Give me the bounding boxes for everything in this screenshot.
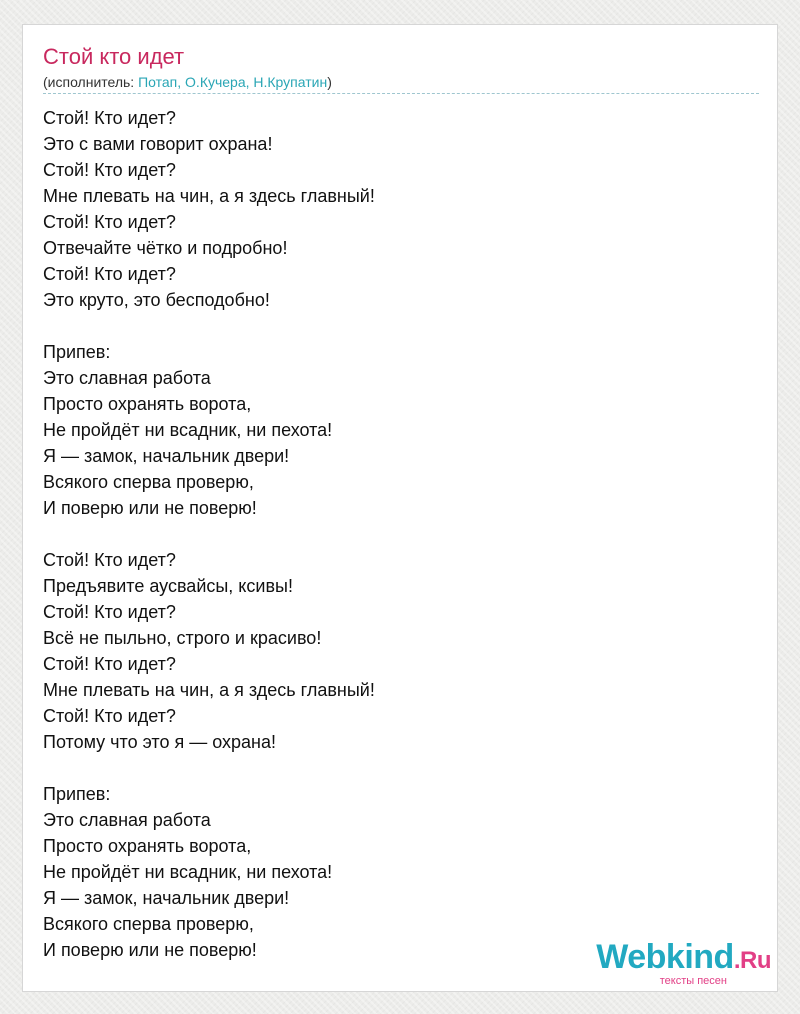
lyric-line: Я — замок, начальник двери! (43, 888, 290, 908)
lyric-line: Просто охранять ворота, (43, 836, 252, 856)
lyric-line: Не пройдёт ни всадник, ни пехота! (43, 862, 333, 882)
lyric-line: Это славная работа (43, 368, 211, 388)
lyric-line: Не пройдёт ни всадник, ни пехота! (43, 420, 333, 440)
lyric-line: Предъявите аусвайсы, ксивы! (43, 576, 293, 596)
lyric-line: Стой! Кто идет? (43, 212, 176, 232)
lyrics-body (43, 105, 743, 963)
lyric-line: Стой! Кто идет? (43, 654, 176, 674)
lyric-line: Стой! Кто идет? (43, 602, 176, 622)
lyric-line: Всякого сперва проверю, (43, 914, 254, 934)
lyric-line: И поверю или не поверю! (43, 498, 257, 518)
lyric-line: Мне плевать на чин, а я здесь главный! (43, 186, 375, 206)
song-title: Стой кто идет (43, 44, 185, 69)
lyric-line: Это круто, это бесподобно! (43, 290, 270, 310)
header-divider (43, 93, 759, 94)
site-logo[interactable] (571, 939, 771, 987)
lyric-line: Это славная работа (43, 810, 211, 830)
lyric-line: Это с вами говорит охрана! (43, 134, 273, 154)
verse-2 (43, 547, 743, 755)
logo-wordmark (571, 939, 771, 979)
logo-name: Webkind (596, 938, 734, 976)
lyric-line: Просто охранять ворота, (43, 394, 252, 414)
chorus-label: Припев: (43, 342, 111, 362)
stanza-gap (43, 313, 743, 339)
lyric-line: Мне плевать на чин, а я здесь главный! (43, 680, 375, 700)
lyric-line: Потому что это я — охрана! (43, 732, 276, 752)
lyric-line: Всякого сперва проверю, (43, 472, 254, 492)
lyric-line: Стой! Кто идет? (43, 706, 176, 726)
lyric-line: И поверю или не поверю! (43, 940, 257, 960)
artist-prefix: (исполнитель: (43, 74, 139, 90)
lyric-line: Стой! Кто идет? (43, 264, 176, 284)
chorus-1 (43, 339, 743, 521)
lyric-line: Отвечайте чётко и подробно! (43, 238, 288, 258)
stanza-gap (43, 755, 743, 781)
verse-1 (43, 105, 743, 313)
lyric-line: Всё не пыльно, строго и красиво! (43, 628, 322, 648)
stanza-gap (43, 521, 743, 547)
song-meta (43, 73, 332, 91)
artist-link[interactable]: Потап, О.Кучера, Н.Крупатин (138, 74, 328, 90)
lyric-line: Стой! Кто идет? (43, 108, 176, 128)
lyric-line: Стой! Кто идет? (43, 550, 176, 570)
logo-tld: .Ru (733, 947, 771, 974)
chorus-2 (43, 781, 743, 963)
lyrics-card (22, 24, 778, 992)
artist-suffix: ) (327, 74, 332, 90)
lyric-line: Стой! Кто идет? (43, 160, 176, 180)
lyric-line: Я — замок, начальник двери! (43, 446, 290, 466)
chorus-label: Припев: (43, 784, 111, 804)
logo-tagline: тексты песен (659, 975, 727, 987)
